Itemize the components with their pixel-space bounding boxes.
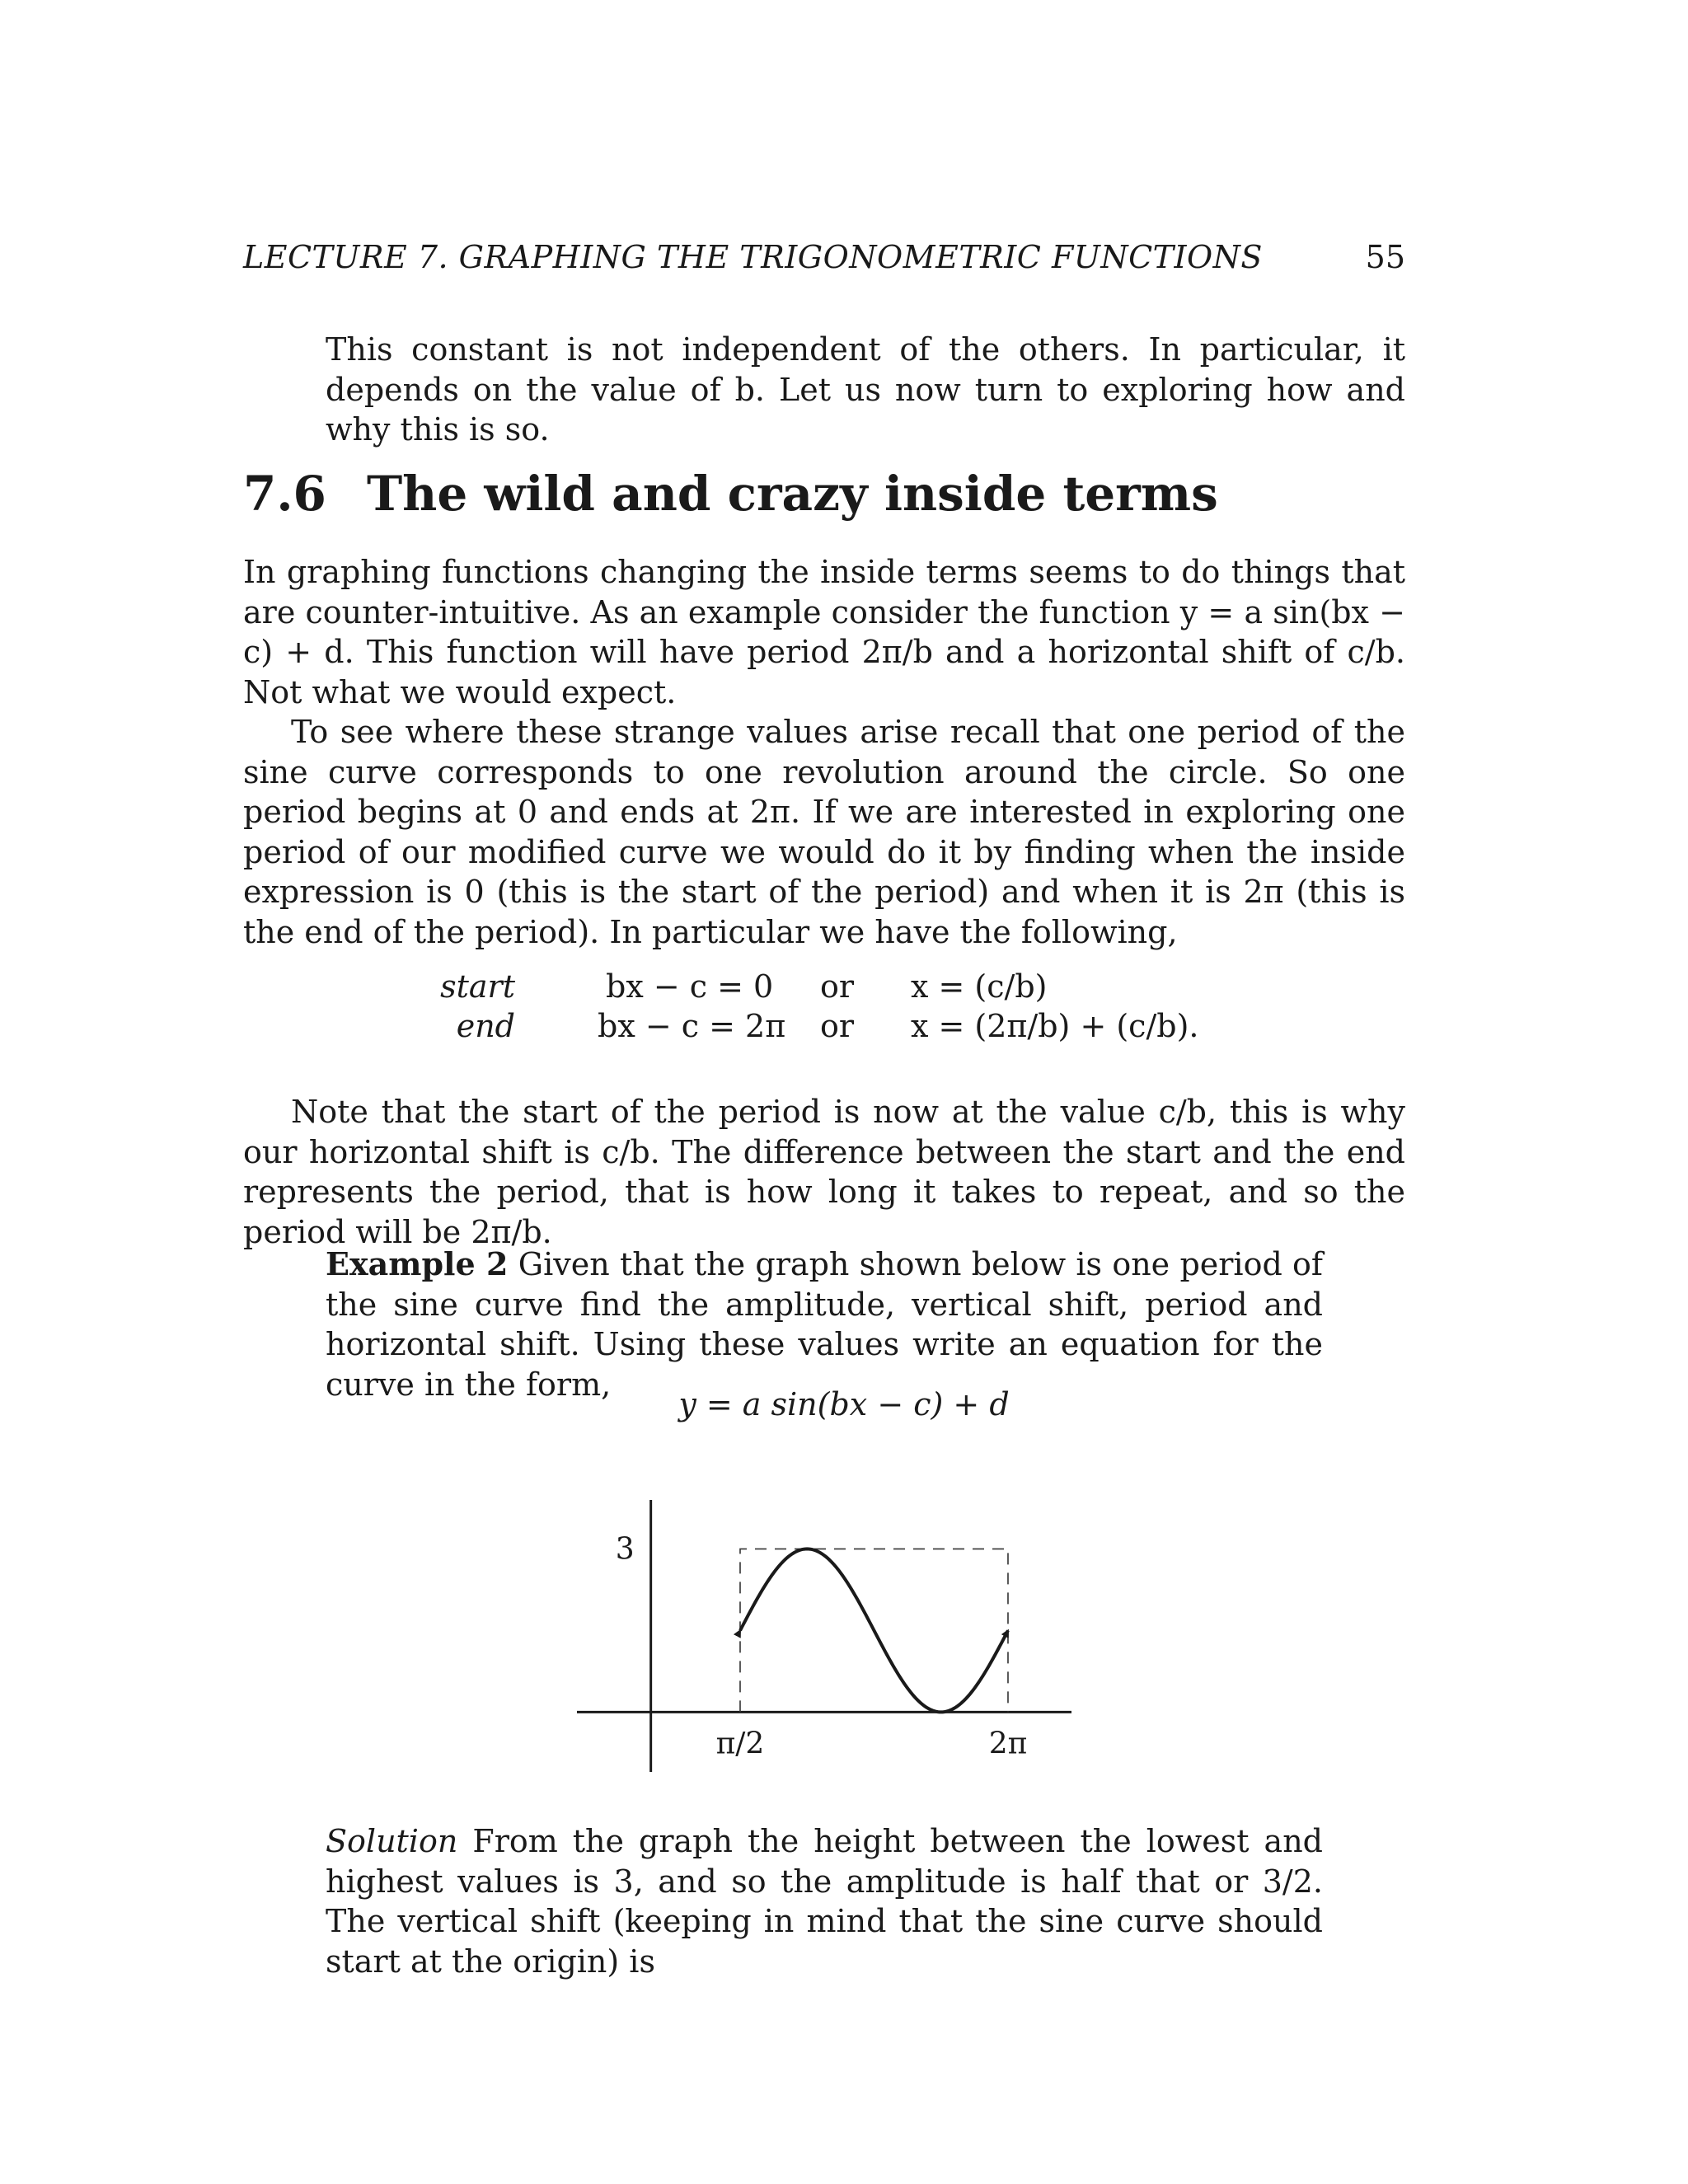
body-paragraph-3: [243, 1092, 1405, 1252]
math-result: x = (c/b): [911, 968, 1048, 1005]
paragraph-3: Note that the start of the period is now at the value c/b, this is why our horizontal shift is c/b. The difference between the start and the end represents the period, that is how long it takes to repeat, and so the period will be 2π/b.: [243, 1094, 1405, 1250]
example-block: [326, 1244, 1323, 1404]
section-number: 7.6: [243, 466, 326, 522]
header-title: LECTURE 7. GRAPHING THE TRIGONOMETRIC FUNCTIONS: [243, 239, 1263, 275]
x-tick-label: π/2: [715, 1727, 765, 1761]
example-text: Given that the graph shown below is one period of the sine curve find the amplitude, vertical shift, period and horizontal shift. Using these values write an equation for the curve in the form,: [326, 1246, 1323, 1403]
example-equation: y = a sin(bx − c) + d: [678, 1386, 1010, 1422]
math-label: start: [440, 968, 515, 1005]
math-result: x = (2π/b) + (c/b).: [911, 1008, 1199, 1044]
y-tick-label: 3: [615, 1532, 635, 1567]
math-equation: bx − c = 0: [606, 968, 774, 1005]
math-label: end: [456, 1008, 515, 1044]
section-heading: [243, 466, 1218, 522]
math-or: or: [820, 968, 855, 1005]
running-header: [243, 239, 1405, 288]
math-equation: bx − c = 2π: [598, 1008, 786, 1044]
solution-text: From the graph the height between the lowest and highest values is 3, and so the amplitude is half that or 3/2. The vertical shift (keeping in mind that the sine curve should start at the origin) is: [326, 1823, 1323, 1980]
body-paragraphs: [243, 552, 1405, 952]
sine-graph: [577, 1500, 1071, 1772]
solution-block: [326, 1821, 1323, 1981]
sine-curve: [740, 1549, 1008, 1712]
paragraph-1: In graphing functions changing the inside terms seems to do things that are counter-intuitive. As an example consider the function y = a sin(bx − c) + d. This function will have period 2π/b and a horizontal shift of c/b. Not what we would expect.: [243, 554, 1405, 710]
example-label: Example 2: [326, 1245, 509, 1282]
x-tick-label: 2π: [988, 1727, 1028, 1761]
intro-text: This constant is not independent of the others. In particular, it depends on the value of b. Let us now turn to exploring how and why this is so.: [326, 331, 1405, 448]
paragraph-2: To see where these strange values arise recall that one period of the sine curve corresponds to one revolution around the circle. So one period begins at 0 and ends at 2π. If we are interested in exploring one period of our modified curve we would do it by finding when the inside expression is 0 (this is the start of the period) and when it is 2π (this is the end of the period). In particular we have the following,: [243, 714, 1405, 950]
math-or: or: [820, 1008, 855, 1044]
solution-label: Solution: [326, 1823, 458, 1859]
intro-paragraph: [326, 330, 1405, 450]
section-title: The wild and crazy inside terms: [367, 466, 1218, 522]
page-number: 55: [1365, 239, 1405, 275]
